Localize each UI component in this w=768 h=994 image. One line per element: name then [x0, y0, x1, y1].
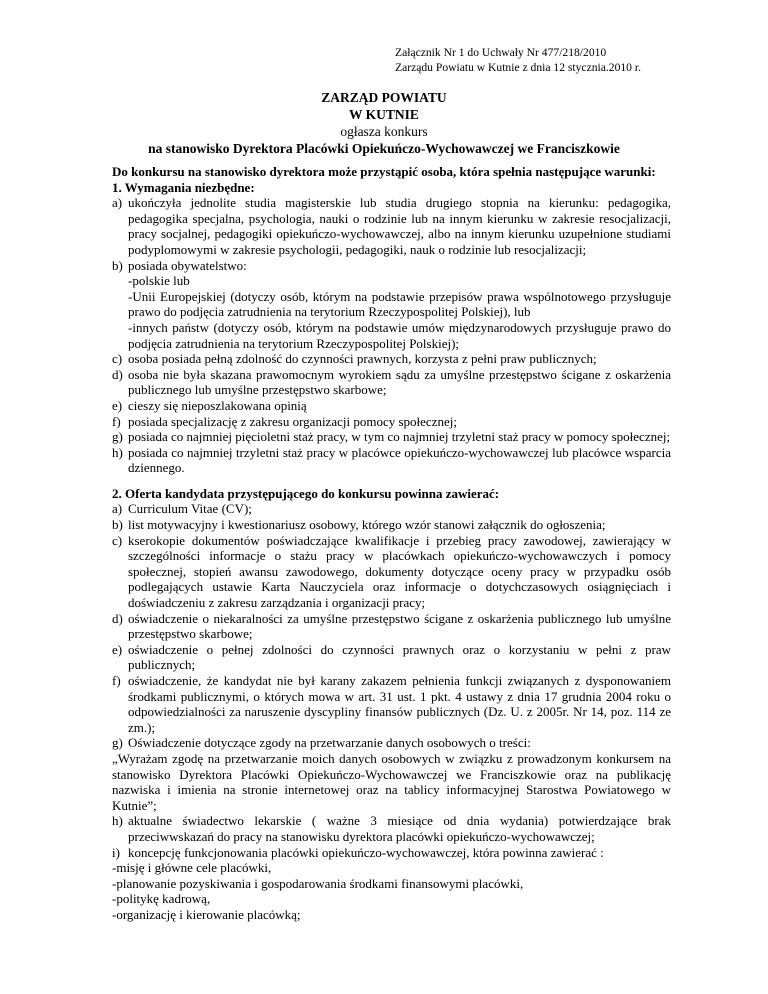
list-item-letter: h)	[112, 813, 123, 829]
intro-paragraph: Do konkursu na stanowisko dyrektora może przystąpić osoba, która spełnia następujące warunki:	[112, 164, 656, 179]
document-body	[112, 164, 671, 923]
list-item-text: posiada co najmniej pięcioletni staż pracy, w tym co najmniej trzyletni staż pracy w pomocy społecznej;	[128, 429, 671, 445]
list-item-text: posiada co najmniej trzyletni staż pracy w placówce opiekuńczo-wychowawczej lub placówce wsparcia dziennego.	[128, 444, 671, 476]
heading-position: na stanowisko Dyrektora Placówki Opiekuńczo-Wychowawczej we Franciszkowie	[148, 141, 620, 156]
list-item-letter: i)	[112, 844, 120, 860]
concept-item: -organizację i kierowanie placówką;	[112, 906, 301, 922]
section-spacer	[112, 476, 671, 486]
list-item-letter: e)	[112, 641, 123, 657]
list-item	[112, 398, 671, 414]
annex-line-2: Zarządu Powiatu w Kutnie z dnia 12 stycznia.2010 r.	[395, 61, 641, 74]
list-item	[112, 517, 671, 533]
section-1-title: 1. Wymagania niezbędne:	[112, 179, 255, 195]
list-item-letter: f)	[112, 673, 121, 688]
list-item-letter: c)	[112, 532, 123, 548]
list-item	[112, 367, 671, 398]
list-item-text: Curriculum Vitae (CV);	[128, 501, 252, 517]
concept-item: -planowanie pozyskiwania i gospodarowania środkami finansowymi placówki,	[112, 875, 524, 891]
heading-title-1: ZARZĄD POWIATU	[321, 90, 447, 105]
list-item	[112, 445, 671, 476]
list-item-text: koncepcję funkcjonowania placówki opiekuńczo-wychowawczej, która powinna zawierać :	[128, 844, 604, 860]
list-item-letter: g)	[112, 735, 123, 751]
list-item-text: kserokopie dokumentów poświadczające kwalifikacje i przebieg pracy zawodowej, zawierający w szczególności informacje o stażu pracy w placówkach opiekuńczo-wychowawczych i pomocy społecznej, stopień awansu zawodowego, dokumenty dotyczące oceny pracy w przypadku osób podlegających ustawie Karta Nauczyciela oraz informacje o dotychczasowych osiągnięciach i doświadczeniu z zakresu zarządzania i organizacji pracy;	[128, 532, 671, 611]
list-item-letter: d)	[112, 366, 123, 382]
list-item-text: oświadczenie o pełnej zdolności do czynności prawnych oraz o korzystaniu w pełni z praw publicznych;	[128, 641, 671, 673]
list-item-text: cieszy się nieposzlakowana opinią	[128, 397, 307, 413]
list-item-letter: c)	[112, 351, 123, 367]
citizenship-option: -polskie lub	[128, 273, 190, 289]
consent-quote: „Wyrażam zgodę na przetwarzanie moich danych osobowych w związku z prowadzonym konkursem na stanowisko Dyrektora Placówki Opiekuńczo-Wychowawczej we Franciszkowie oraz na publikację nazwiska i imienia na stronie internetowej oraz na tablicy informacyjnej Starostwa Powiatowego w Kutnie”;	[112, 750, 671, 813]
citizenship-option: -Unii Europejskiej (dotyczy osób, którym na podstawie przepisów prawa wspólnotowego przysługuje prawo do podjęcia zatrudnienia na terytorium Rzeczypospolitej Polskiej), lub	[128, 288, 671, 320]
list-item-letter: a)	[112, 501, 123, 517]
list-item	[112, 429, 671, 445]
list-item-text: Oświadczenie dotyczące zgody na przetwarzanie danych osobowych o treści:	[128, 735, 531, 751]
list-item-letter: h)	[112, 444, 123, 460]
list-item	[112, 414, 671, 430]
list-item-text: oświadczenie, że kandydat nie był karany zakazem pełnienia funkcji związanych z dysponowaniem środkami publicznymi, o których mowa w art. 31 ust. 1 pkt. 4 ustawy z dnia 17 grudnia 2004 roku o odpowiedzialności za naruszenie dyscypliny finansów publicznych (Dz. U. z 2005r. Nr 14, poz. 114 ze zm.);	[128, 673, 671, 735]
list-item	[112, 611, 671, 642]
list-item-letter: b)	[112, 257, 123, 273]
announcement-heading	[0, 89, 768, 157]
list-item	[112, 845, 671, 861]
list-item-text: osoba nie była skazana prawomocnym wyrokiem sądu za umyślne przestępstwo ścigane z oskarżenia publicznego lub umyślne przestępstwo skarbowe;	[128, 366, 671, 398]
list-item	[112, 673, 671, 735]
list-item-letter: g)	[112, 429, 123, 445]
section-2-title: 2. Oferta kandydata przystępującego do konkursu powinna zawierać:	[112, 485, 500, 501]
list-item	[112, 735, 671, 751]
list-item-text: aktualne świadectwo lekarskie ( ważne 3 miesiące od dnia wydania) potwierdzające brak przeciwwskazań do pracy na stanowisku dyrektora placówki opiekuńczo-wychowawczej;	[128, 813, 671, 844]
list-item-text: posiada obywatelstwo:	[128, 257, 247, 273]
list-item-letter: e)	[112, 397, 123, 413]
list-item-text: osoba posiada pełną zdolność do czynności prawnych, korzysta z pełni praw publicznych;	[128, 351, 597, 367]
list-item-letter: a)	[112, 195, 123, 211]
concept-item: -misję i główne cele placówki,	[112, 860, 272, 876]
list-item	[112, 195, 671, 257]
list-item	[112, 813, 671, 844]
annex-note	[395, 45, 641, 75]
concept-item: -politykę kadrową,	[112, 891, 211, 907]
list-item-letter: d)	[112, 610, 123, 626]
annex-line-1: Załącznik Nr 1 do Uchwały Nr 477/218/2010	[395, 46, 607, 59]
list-item	[112, 533, 671, 611]
list-item-text: ukończyła jednolite studia magisterskie lub studia drugiego stopnia na kierunku: pedagogika, pedagogika specjalna, psychologia, nauki o rodzinie lub na innym kierunku w zakresie resocjalizacji, pracy socjalnej, pedagogiki opiekuńczo-wychowawczej, albo na innym kierunku uzupełnione studiami podyplomowymi w zakresie psychologii, pedagogiki, nauk o rodzinie lub resocjalizacji;	[128, 195, 671, 257]
heading-subtitle: ogłasza konkurs	[340, 124, 428, 139]
citizenship-option: -innych państw (dotyczy osób, którym na podstawie umów międzynarodowych przysługuje prawo do podjęcia zatrudnienia na terytorium Rzeczypospolitej Polskiej);	[128, 319, 671, 351]
list-item	[112, 258, 671, 274]
heading-title-2: W KUTNIE	[349, 107, 419, 122]
list-item-text: oświadczenie o niekaralności za umyślne przestępstwo ścigane z oskarżenia publicznego lub umyślne przestępstwo skarbowe;	[128, 610, 671, 642]
list-item-letter: b)	[112, 517, 123, 533]
list-item	[112, 642, 671, 673]
list-item	[112, 501, 671, 517]
list-item-text: list motywacyjny i kwestionariusz osobowy, którego wzór stanowi załącznik do ogłoszenia;	[128, 517, 606, 533]
list-item-text: posiada specjalizację z zakresu organizacji pomocy społecznej;	[128, 413, 457, 429]
list-item-letter: f)	[112, 413, 121, 429]
list-item	[112, 351, 671, 367]
